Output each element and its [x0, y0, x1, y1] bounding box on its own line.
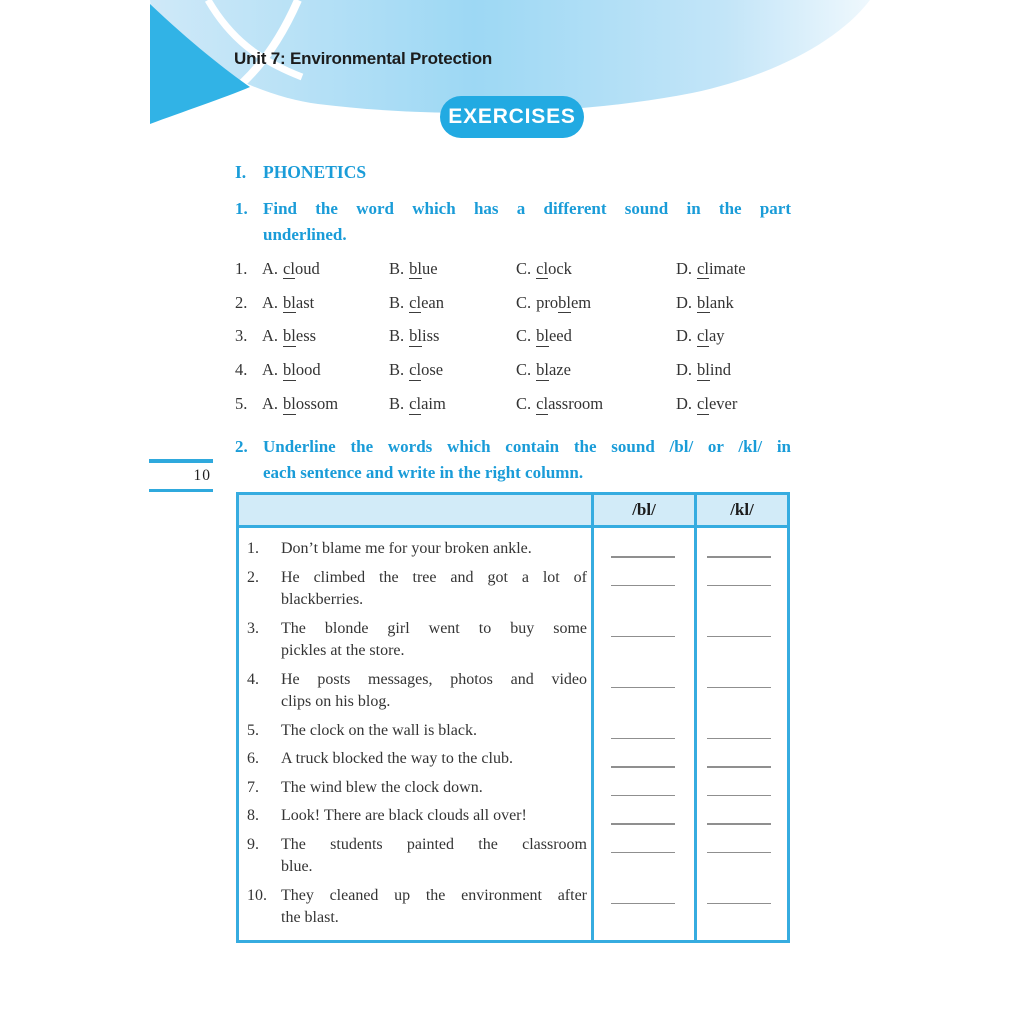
kl-answer-cell[interactable] — [694, 834, 784, 879]
sentence-number: 7. — [247, 778, 259, 796]
table-row — [239, 834, 787, 879]
sentence-line: He posts messages, photos and video — [281, 670, 587, 688]
table-row — [239, 618, 787, 663]
answer-blank-line[interactable] — [707, 636, 771, 638]
sentence-line: A truck blocked the way to the club. — [281, 750, 513, 767]
mcq-list — [235, 252, 791, 421]
exercises-badge — [440, 96, 584, 138]
bl-answer-cell[interactable] — [591, 618, 694, 663]
task2-line2: each sentence and write in the right column. — [263, 463, 584, 482]
answer-blank-line[interactable] — [707, 823, 771, 825]
sentence-text — [281, 618, 591, 663]
underlined-letters: cl — [697, 258, 709, 278]
option-label: B. — [389, 258, 405, 278]
answer-option — [516, 259, 676, 279]
answer-blank-line[interactable] — [611, 636, 675, 638]
task1-line1: Find the word which has a different sound in the part — [263, 199, 791, 218]
underlined-letters: bl — [283, 292, 296, 312]
answer-blank-line[interactable] — [707, 556, 771, 558]
option-word: cloud — [283, 258, 320, 278]
bl-answer-cell[interactable] — [591, 834, 694, 879]
underlined-letters: bl — [697, 292, 710, 312]
answer-option — [676, 394, 791, 414]
answer-blank-line[interactable] — [707, 852, 771, 854]
kl-answer-cell[interactable] — [694, 538, 784, 561]
sentence-line: The students painted the classroom — [281, 835, 587, 853]
answer-option — [516, 326, 676, 346]
question-number: 2. — [235, 292, 248, 312]
table-row — [239, 748, 787, 771]
underlined-letters: bl — [283, 326, 296, 346]
table-row — [239, 885, 787, 930]
underlined-letters: bl — [536, 360, 549, 380]
answer-option — [262, 259, 389, 279]
sentence-line: pickles at the store. — [281, 642, 405, 659]
sentence-number: 1. — [247, 540, 259, 557]
answer-option — [262, 394, 389, 414]
answer-option — [262, 326, 389, 346]
sentence-number: 2. — [247, 568, 259, 586]
option-word: problem — [536, 292, 592, 312]
sentence-cell — [239, 720, 591, 743]
sentence-text — [281, 805, 591, 828]
answer-blank-line[interactable] — [611, 687, 675, 689]
answer-blank-line[interactable] — [611, 795, 675, 797]
section-number: I. — [235, 162, 247, 182]
unit-title: Unit 7: Environmental Protection — [234, 49, 493, 68]
answer-blank-line[interactable] — [611, 738, 675, 740]
task2-text — [263, 434, 791, 486]
option-word: clay — [697, 326, 725, 346]
answer-blank-line[interactable] — [707, 738, 771, 740]
section-title: PHONETICS — [263, 162, 367, 182]
option-label: D. — [676, 360, 693, 380]
sentence-text — [281, 748, 591, 771]
answer-option — [389, 360, 516, 380]
kl-answer-cell[interactable] — [694, 720, 784, 743]
sentence-cell — [239, 748, 591, 771]
answer-blank-line[interactable] — [611, 556, 675, 558]
option-word: blank — [697, 292, 734, 312]
answer-blank-line[interactable] — [707, 903, 771, 905]
sentence-text — [281, 538, 591, 561]
option-word: blossom — [283, 394, 339, 414]
option-word: clean — [409, 292, 444, 312]
kl-answer-cell[interactable] — [694, 805, 784, 828]
underlined-letters: cl — [409, 360, 422, 380]
mcq-question-row — [235, 286, 791, 320]
answer-option — [516, 293, 676, 313]
option-label: C. — [516, 360, 532, 380]
bl-answer-cell[interactable] — [591, 748, 694, 771]
option-label: C. — [516, 292, 532, 312]
sentence-cell — [239, 669, 591, 714]
answer-option — [262, 293, 389, 313]
table-header-row — [239, 495, 787, 528]
underlined-letters: cl — [409, 394, 422, 414]
underlined-letters: bl — [283, 360, 296, 380]
option-label: D. — [676, 292, 693, 312]
option-label: C. — [516, 326, 532, 346]
bl-answer-cell[interactable] — [591, 567, 694, 612]
option-word: blood — [283, 360, 321, 380]
column-header-kl: /kl/ — [730, 500, 754, 519]
sentence-text — [281, 885, 591, 930]
mcq-question-row — [235, 353, 791, 387]
option-label: B. — [389, 292, 405, 312]
sentence-line: The wind blew the clock down. — [281, 778, 483, 796]
table-body — [239, 528, 787, 930]
bl-answer-cell[interactable] — [591, 669, 694, 714]
answer-blank-line[interactable] — [707, 687, 771, 689]
sentence-line: Don’t blame me for your broken ankle. — [281, 540, 532, 557]
underlined-letters: cl — [697, 326, 709, 346]
task2-line1: Underline the words which contain the sound /bl/ or /kl/ in — [263, 437, 791, 456]
answer-blank-line[interactable] — [611, 903, 675, 905]
option-word: bleed — [536, 326, 572, 346]
option-word: bless — [283, 326, 317, 346]
sentence-number: 6. — [247, 750, 259, 767]
kl-answer-cell[interactable] — [694, 885, 784, 930]
column-header-bl: /bl/ — [632, 500, 656, 519]
sentence-number: 3. — [247, 619, 259, 637]
answer-option — [676, 293, 791, 313]
task2-instruction — [235, 434, 791, 486]
sentence-line: Look! There are black clouds all over! — [281, 807, 527, 824]
answer-blank-line[interactable] — [611, 766, 675, 768]
sentence-line: blue. — [281, 858, 313, 875]
bl-answer-cell[interactable] — [591, 538, 694, 561]
answer-option — [516, 360, 676, 380]
answer-blank-line[interactable] — [707, 795, 771, 797]
option-label: C. — [516, 258, 532, 278]
option-word: clock — [536, 258, 572, 278]
sentence-line: The blonde girl went to buy some — [281, 619, 587, 637]
option-label: A. — [262, 292, 279, 312]
table-column-divider-2 — [694, 495, 697, 940]
table-row — [239, 777, 787, 800]
option-word: blue — [409, 258, 438, 278]
section-phonetics-heading — [235, 162, 791, 183]
page-number-rule-bottom — [149, 489, 213, 493]
sentence-text — [281, 777, 591, 800]
underlined-letters: bl — [697, 360, 710, 380]
sentence-cell — [239, 777, 591, 800]
kl-answer-cell[interactable] — [694, 777, 784, 800]
option-word: blaze — [536, 360, 571, 380]
sentence-number: 8. — [247, 807, 259, 824]
option-label: A. — [262, 394, 279, 414]
answer-option — [676, 360, 791, 380]
option-label: C. — [516, 394, 532, 414]
task1-number: 1. — [235, 199, 248, 218]
underlined-letters: cl — [409, 292, 422, 312]
option-word: bliss — [409, 326, 440, 346]
answer-option — [389, 293, 516, 313]
sentence-number: 4. — [247, 670, 259, 688]
question-number: 3. — [235, 326, 248, 346]
option-label: A. — [262, 360, 279, 380]
answer-option — [676, 259, 791, 279]
kl-answer-cell[interactable] — [694, 748, 784, 771]
option-word: blind — [697, 360, 731, 380]
task2-number: 2. — [235, 437, 248, 456]
underlined-letters: bl — [409, 258, 422, 278]
bl-answer-cell[interactable] — [591, 885, 694, 930]
sentence-line: They cleaned up the environment after — [281, 886, 587, 904]
option-word: close — [409, 360, 444, 380]
page-number: 10 — [193, 466, 211, 484]
table-row — [239, 669, 787, 714]
sentence-text — [281, 567, 591, 612]
option-label: B. — [389, 326, 405, 346]
underlined-letters: bl — [409, 326, 422, 346]
option-word: climate — [697, 258, 746, 278]
option-label: D. — [676, 394, 693, 414]
sentence-line: The clock on the wall is black. — [281, 721, 477, 739]
answer-blank-line[interactable] — [707, 585, 771, 587]
answer-option — [389, 259, 516, 279]
answer-option — [389, 394, 516, 414]
question-number: 4. — [235, 360, 248, 380]
sentence-line: He climbed the tree and got a lot of — [281, 568, 587, 586]
option-word: classroom — [536, 394, 604, 414]
answer-option — [262, 360, 389, 380]
sentence-cell — [239, 618, 591, 663]
option-label: D. — [676, 258, 693, 278]
task1-text — [263, 196, 791, 248]
kl-answer-cell[interactable] — [694, 669, 784, 714]
answer-blank-line[interactable] — [611, 852, 675, 854]
underlined-letters: bl — [536, 326, 549, 346]
underlined-letters: bl — [558, 292, 571, 312]
answer-option — [389, 326, 516, 346]
sentence-number: 10. — [247, 886, 267, 904]
mcq-question-row — [235, 320, 791, 354]
sentence-line: clips on his blog. — [281, 693, 391, 710]
sentence-text — [281, 720, 591, 743]
table-row — [239, 805, 787, 828]
option-word: clever — [697, 394, 738, 414]
sentence-text — [281, 834, 591, 879]
sentence-cell — [239, 834, 591, 879]
option-word: blast — [283, 292, 315, 312]
underlined-letters: bl — [283, 394, 296, 414]
option-label: A. — [262, 326, 279, 346]
option-label: D. — [676, 326, 693, 346]
sentence-cell — [239, 567, 591, 612]
table-row — [239, 720, 787, 743]
sentence-cell — [239, 805, 591, 828]
answer-blank-line[interactable] — [611, 823, 675, 825]
task1-instruction — [235, 196, 791, 248]
underlined-letters: cl — [536, 258, 549, 278]
sentence-text — [281, 669, 591, 714]
mcq-question-row — [235, 387, 791, 421]
mcq-question-row — [235, 252, 791, 286]
sentence-number: 9. — [247, 835, 259, 853]
sentence-cell — [239, 538, 591, 561]
option-label: B. — [389, 360, 405, 380]
page-number-marker — [149, 459, 213, 492]
sentence-line: the blast. — [281, 909, 339, 926]
answer-blank-line[interactable] — [611, 585, 675, 587]
bl-answer-cell[interactable] — [591, 805, 694, 828]
question-number: 5. — [235, 394, 248, 414]
underlined-letters: cl — [536, 394, 549, 414]
option-word: claim — [409, 394, 446, 414]
table-row — [239, 538, 787, 561]
phonetics-table — [236, 492, 790, 943]
sentence-number: 5. — [247, 721, 259, 739]
table-column-divider-1 — [591, 495, 594, 940]
bl-answer-cell[interactable] — [591, 720, 694, 743]
kl-answer-cell[interactable] — [694, 567, 784, 612]
task1-line2: underlined. — [263, 225, 347, 244]
option-label: B. — [389, 394, 405, 414]
question-number: 1. — [235, 258, 248, 278]
underlined-letters: cl — [283, 258, 295, 278]
exercises-badge-label: EXERCISES — [448, 105, 576, 128]
bl-answer-cell[interactable] — [591, 777, 694, 800]
answer-blank-line[interactable] — [707, 766, 771, 768]
option-label: A. — [262, 258, 279, 278]
table-row — [239, 567, 787, 612]
answer-option — [516, 394, 676, 414]
sentence-cell — [239, 885, 591, 930]
answer-option — [676, 326, 791, 346]
kl-answer-cell[interactable] — [694, 618, 784, 663]
underlined-letters: cl — [697, 394, 709, 414]
sentence-line: blackberries. — [281, 591, 364, 608]
